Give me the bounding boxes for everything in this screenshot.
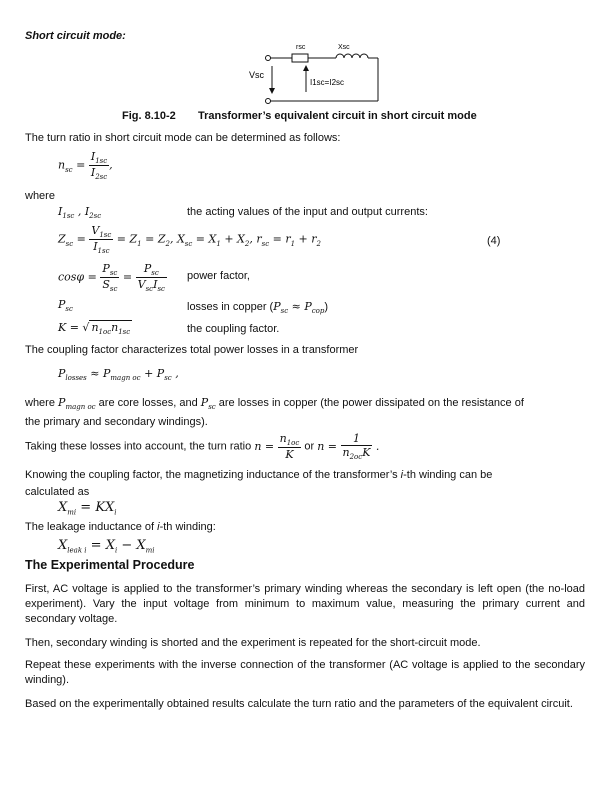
or-text: or	[304, 440, 315, 453]
eq-currents: $I_{1sc}$ , $I_{2sc}$	[58, 205, 102, 221]
desc-losses-suffix: )	[324, 301, 329, 313]
turn-ratio-intro: The turn ratio in short circuit mode can be determined as follows:	[25, 132, 341, 144]
figure-caption-number: Fig. 8.10-2	[122, 110, 176, 122]
desc-power-factor: power factor,	[187, 270, 250, 282]
procedure-heading: The Experimental Procedure	[25, 558, 195, 572]
leakage-i: i	[157, 521, 160, 533]
label-i: I1sc=I2sc	[310, 78, 345, 87]
where-label: where	[25, 190, 55, 202]
eq-magnetizing: $X_{mi} = KX_i$	[58, 500, 117, 517]
desc-losses: losses in copper $(P_{sc} \approx P_{cop})$	[187, 300, 329, 316]
leakage-line	[25, 521, 216, 533]
leakage-post: -th winding:	[159, 521, 216, 533]
eq-impedance: $Z_{sc}$ = $\frac{V_{1sc}}{I_{1sc}}$ = $Z_1 = Z_2$, $X_{sc} = X_1 + X_2$, $r_{sc} = r_1 + r_2$	[58, 224, 321, 256]
desc-currents: the acting values of the input and output currents:	[187, 206, 428, 218]
where-p1: where	[25, 397, 55, 409]
label-v: Vsc	[249, 70, 265, 80]
knowing-line	[25, 469, 492, 481]
leakage-pre: The leakage inductance of	[25, 521, 155, 533]
where-core-losses: where $P_{magn oc}$ are core losses, and $P_{sc}$ are losses in copper (the power dissipated on the resistance of	[25, 396, 524, 412]
equation-number: (4)	[487, 235, 501, 247]
eq-coupling: K = √ $n_{1oc}n_{1sc}$	[58, 321, 131, 337]
procedure-para-3: Repeat these experiments with the inverse connection of the transformer (AC voltage is applied to the secondary winding).	[25, 659, 585, 686]
label-x: Xsc	[338, 44, 350, 51]
knowing-i: i	[400, 469, 404, 481]
label-r: rsc	[296, 44, 306, 51]
procedure-para-4: Based on the experimentally obtained results calculate the turn ratio and the parameters of the equivalent circuit.	[25, 698, 573, 710]
equivalent-circuit-diagram	[236, 38, 386, 108]
eq-turn-ratio: $n_{sc}$ = $\frac{I_{1sc}}{I_{2sc}}$ ,	[58, 150, 113, 182]
eq-leakage: $X_{leak i} = X_i - X_{mi}$	[58, 538, 155, 555]
where-windings: the primary and secondary windings).	[25, 416, 208, 428]
coupling-characterizes: The coupling factor characterizes total power losses in a transformer	[25, 344, 359, 356]
eq-power-factor: cosφ = $\frac{P_{sc}}{S_{sc}}$ = $\frac{P_{sc}}{V_{sc}I_{sc}}$	[58, 262, 165, 294]
eq-psc: $P_{sc}$	[58, 298, 73, 314]
desc-losses-prefix: losses in copper (	[187, 301, 274, 313]
calculated-as: calculated as	[25, 486, 90, 498]
where-p2: are core losses, and	[98, 397, 198, 409]
figure-caption-title: Transformer’s equivalent circuit in short circuit mode	[198, 110, 477, 122]
where-p3: are losses in copper (the power dissipated on the resistance of	[218, 397, 524, 409]
section-heading: Short circuit mode:	[25, 30, 126, 42]
taking-losses-text: Taking these losses into account, the turn ratio	[25, 440, 252, 453]
knowing-text: Knowing the coupling factor, the magnetizing inductance of the transformer’s	[25, 469, 398, 481]
procedure-para-1: First, AC voltage is applied to the transformer’s primary winding whereas the secondary is left open (the no-load experiment). Vary the input voltage from minimum to maximum value, measuring the primary current and secondary voltage.	[25, 583, 585, 625]
procedure-para-2: Then, secondary winding is shorted and the experiment is repeated for the short-circuit mode.	[25, 637, 481, 649]
turn-ratio-with-losses: Taking these losses into account, the turn ratio n = $\frac{n_{1oc}}{K}$ or n = $\frac{1}{n_{2oc}K}$ .	[25, 432, 380, 462]
knowing-end: -th winding can be	[403, 469, 493, 481]
eq-losses: $P_{losses} \approx P_{magn oc} + P_{sc}$ ,	[58, 367, 179, 383]
desc-coupling: the coupling factor.	[187, 323, 280, 335]
